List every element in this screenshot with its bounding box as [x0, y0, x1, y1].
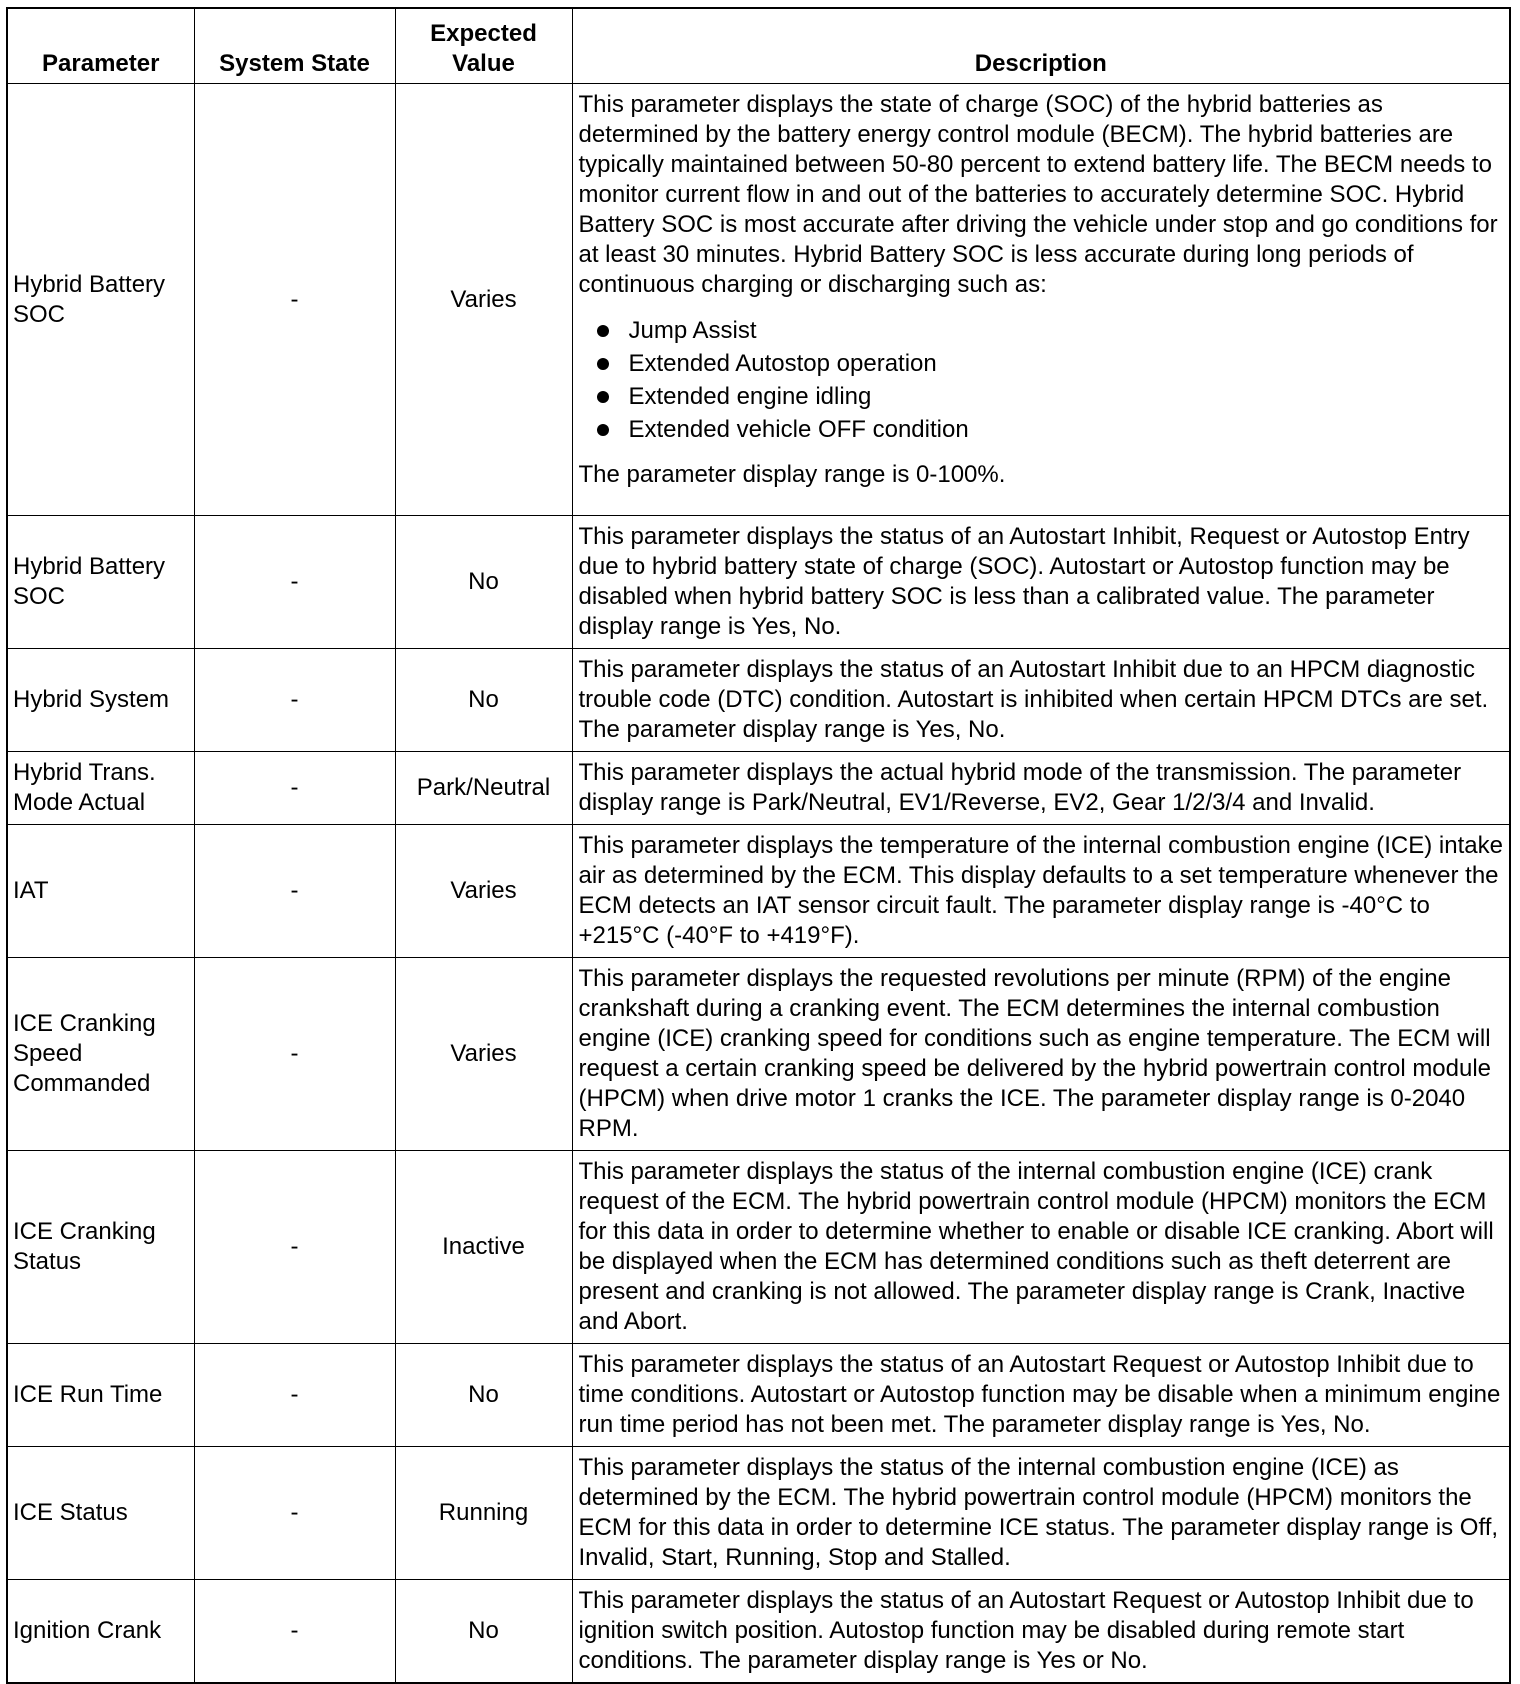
bullet-icon	[597, 391, 609, 403]
parameter-cell: Hybrid System	[7, 649, 194, 752]
description-text: This parameter displays the status of an Autostart Inhibit, Request or Autostop Entry due to hybrid battery state of charge (SOC). Autostart or Autostop function may be disabled when hybrid battery SOC is less than a calibrated value. The parameter display range is Yes, No.	[578, 523, 1470, 640]
header-parameter: Parameter	[7, 8, 194, 84]
description-cell	[572, 752, 1510, 825]
parameter-cell: Hybrid Battery SOC	[7, 84, 194, 516]
description-cell	[572, 958, 1510, 1151]
system-state-cell: -	[194, 752, 395, 825]
parameter-table	[6, 7, 1511, 1684]
description-text: This parameter displays the status of an Autostart Request or Autostop Inhibit due to time conditions. Autostart or Autostop function may be disable when a minimum engine run time period has not been met. The parameter display range is Yes, No.	[578, 1351, 1501, 1438]
list-item	[597, 380, 1506, 413]
parameter-cell: Hybrid Trans. Mode Actual	[7, 752, 194, 825]
table-row	[7, 1344, 1510, 1447]
bullet-list	[579, 314, 1506, 446]
description-cell	[572, 1580, 1510, 1684]
description-text: This parameter displays the requested revolutions per minute (RPM) of the engine crankshaft during a cranking event. The ECM determines the internal combustion engine (ICE) cranking speed for conditions such as engine temperature. The ECM will request a certain cranking speed be delivered by the hybrid powertrain control module (HPCM) when drive motor 1 cranks the ICE. The parameter display range is 0-2040 RPM.	[578, 965, 1492, 1142]
description-cell	[572, 1151, 1510, 1344]
list-item-text: Jump Assist	[628, 317, 757, 344]
table-row	[7, 84, 1510, 516]
description-cell	[572, 825, 1510, 958]
parameter-cell: IAT	[7, 825, 194, 958]
description-text: This parameter displays the temperature of the internal combustion engine (ICE) intake air as determined by the ECM. This display defaults to a set temperature whenever the ECM detects an IAT sensor circuit fault. The parameter display range is -40°C to +215°C (-40°F to +419°F).	[578, 832, 1503, 949]
description-text: This parameter displays the state of charge (SOC) of the hybrid batteries as determined by the battery energy control module (BECM). The hybrid batteries are typically maintained between 50-80 percent to extend battery life. The BECM needs to monitor current flow in and out of the batteries to accurately determine SOC. Hybrid Battery SOC is most accurate after driving the vehicle under stop and go conditions for at least 30 minutes. Hybrid Battery SOC is less accurate during long periods of continuous charging or discharging such as:	[578, 91, 1498, 298]
table-row	[7, 752, 1510, 825]
table-row	[7, 649, 1510, 752]
parameter-cell: ICE Cranking Speed Commanded	[7, 958, 194, 1151]
system-state-cell: -	[194, 825, 395, 958]
description-cell	[572, 649, 1510, 752]
list-item-text: Extended Autostop operation	[628, 350, 937, 377]
parameter-cell: Ignition Crank	[7, 1580, 194, 1684]
parameter-cell: ICE Cranking Status	[7, 1151, 194, 1344]
parameter-cell: ICE Run Time	[7, 1344, 194, 1447]
system-state-cell: -	[194, 516, 395, 649]
expected-value-cell: No	[395, 1580, 572, 1684]
description-cell	[572, 1447, 1510, 1580]
system-state-cell: -	[194, 1580, 395, 1684]
table-row	[7, 1447, 1510, 1580]
list-item	[597, 413, 1506, 446]
parameter-cell: ICE Status	[7, 1447, 194, 1580]
expected-value-cell: Varies	[395, 825, 572, 958]
header-system-state: System State	[194, 8, 395, 84]
table-row	[7, 958, 1510, 1151]
header-expected-value: Expected Value	[395, 8, 572, 84]
description-text: This parameter displays the status of an Autostart Inhibit due to an HPCM diagnostic trouble code (DTC) condition. Autostart is inhibited when certain HPCM DTCs are set. The parameter display range is Yes, No.	[578, 656, 1489, 743]
description-text: This parameter displays the status of an Autostart Request or Autostop Inhibit due to ignition switch position. Autostop function may be disabled during remote start conditions. The parameter display range is Yes or No.	[578, 1587, 1474, 1674]
parameter-table-container	[6, 7, 1509, 1684]
expected-value-cell: Varies	[395, 84, 572, 516]
table-row	[7, 1151, 1510, 1344]
list-item-text: Extended vehicle OFF condition	[628, 416, 969, 443]
expected-value-cell: Inactive	[395, 1151, 572, 1344]
system-state-cell: -	[194, 1151, 395, 1344]
header-description: Description	[572, 8, 1510, 84]
description-text: This parameter displays the status of the internal combustion engine (ICE) crank request of the ECM. The hybrid powertrain control module (HPCM) monitors the ECM for this data in order to determine whether to enable or disable ICE cranking. Abort will be displayed when the ECM has determined conditions such as theft deterrent are present and cranking is not allowed. The parameter display range is Crank, Inactive and Abort.	[578, 1158, 1494, 1335]
expected-value-cell: Park/Neutral	[395, 752, 572, 825]
table-row	[7, 516, 1510, 649]
expected-value-cell: Varies	[395, 958, 572, 1151]
table-row	[7, 1580, 1510, 1684]
table-row	[7, 825, 1510, 958]
list-item	[597, 314, 1506, 347]
bullet-icon	[597, 424, 609, 436]
description-cell	[572, 84, 1510, 516]
bullet-icon	[597, 325, 609, 337]
description-text: This parameter displays the actual hybrid mode of the transmission. The parameter display range is Park/Neutral, EV1/Reverse, EV2, Gear 1/2/3/4 and Invalid.	[578, 759, 1462, 816]
description-cell	[572, 1344, 1510, 1447]
expected-value-cell: No	[395, 516, 572, 649]
description-range-text: The parameter display range is 0-100%.	[578, 461, 1006, 488]
list-item-text: Extended engine idling	[628, 383, 872, 410]
parameter-cell: Hybrid Battery SOC	[7, 516, 194, 649]
system-state-cell: -	[194, 958, 395, 1151]
table-header-row	[7, 8, 1510, 84]
bullet-icon	[597, 358, 609, 370]
list-item	[597, 347, 1506, 380]
system-state-cell: -	[194, 1344, 395, 1447]
system-state-cell: -	[194, 1447, 395, 1580]
description-text: This parameter displays the status of the internal combustion engine (ICE) as determined by the ECM. The hybrid powertrain control module (HPCM) monitors the ECM for this data in order to determine ICE status. The parameter display range is Off, Invalid, Start, Running, Stop and Stalled.	[578, 1454, 1499, 1571]
expected-value-cell: No	[395, 649, 572, 752]
expected-value-cell: No	[395, 1344, 572, 1447]
system-state-cell: -	[194, 84, 395, 516]
description-cell	[572, 516, 1510, 649]
system-state-cell: -	[194, 649, 395, 752]
expected-value-cell: Running	[395, 1447, 572, 1580]
